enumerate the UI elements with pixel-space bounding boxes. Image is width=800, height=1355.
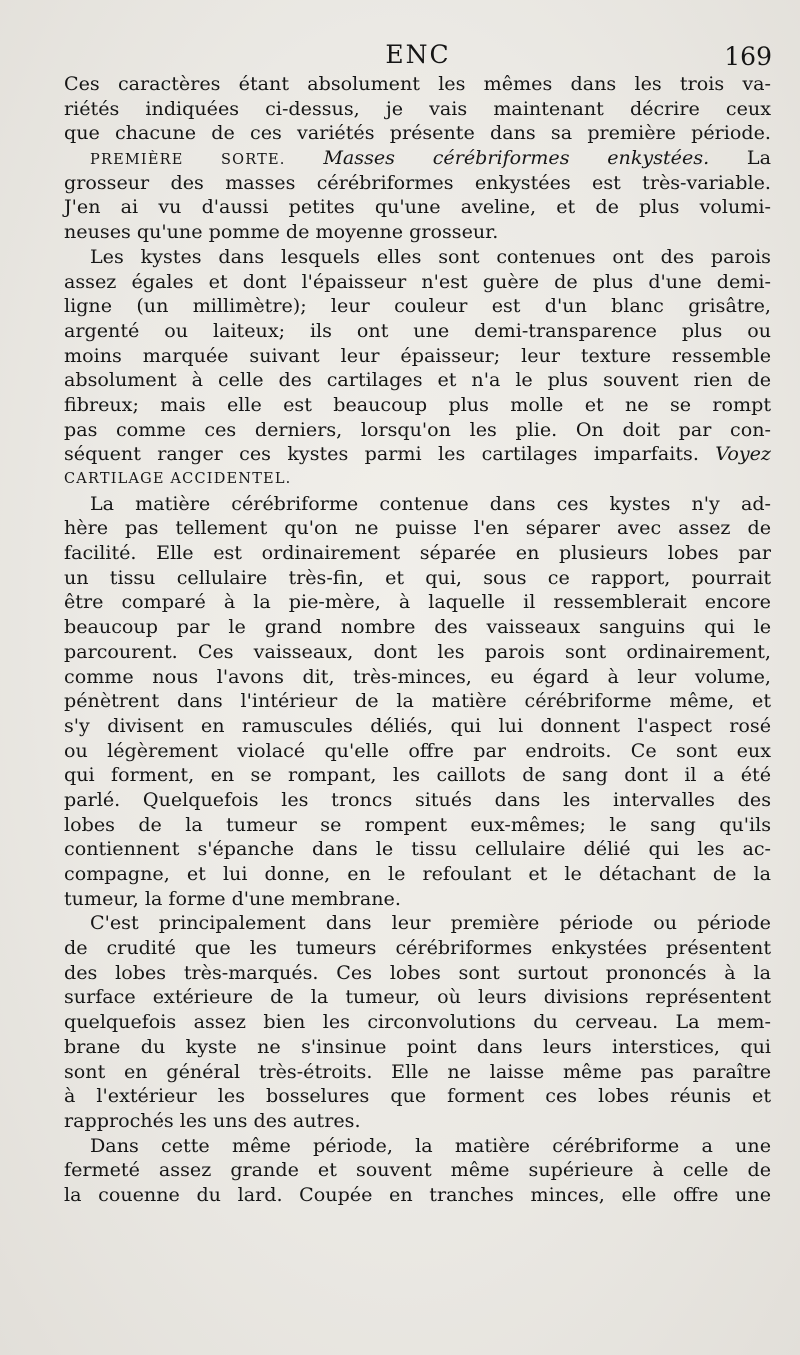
section-label: PREMIÈRE SORTE. xyxy=(90,152,286,169)
text-line: des lobes très-marqués. Ces lobes sont surtout prononcés à la xyxy=(64,960,771,984)
text-line: pas comme ces derniers, lorsqu'on les plie. On doit par con- xyxy=(64,417,771,441)
text-line: brane du kyste ne s'insinue point dans leurs interstices, qui xyxy=(64,1034,771,1058)
text-line: que chacune de ces variétés présente dans sa première période. xyxy=(64,121,771,145)
text-line: compagne, et lui donne, en le refoulant et le détachant de la xyxy=(64,862,771,885)
text-line: C'est principalement dans leur première période ou période xyxy=(90,911,771,935)
text-line: Ces caractères étant absolument les mêmes dans les trois va- xyxy=(64,72,771,95)
text-line: à l'extérieur les bosselures que forment ces lobes réunis et xyxy=(64,1084,771,1108)
text-fragment: séquent ranger ces kystes parmi les cartilages imparfaits. xyxy=(64,442,699,466)
text-line: argenté ou laiteux; ils ont une demi-transparence plus ou xyxy=(64,318,771,342)
page-number: 169 xyxy=(724,42,772,71)
text-line: qui forment, en se rompant, les caillots de sang dont il a été xyxy=(64,763,771,787)
cross-reference: Voyez xyxy=(715,442,771,466)
text-line: riétés indiquées ci-dessus, je vais maintenant décrire ceux xyxy=(64,96,771,120)
text-line: être comparé à la pie-mère, à laquelle il ressemblerait encore xyxy=(64,590,771,614)
text-line: ligne (un millimètre); leur couleur est d'un blanc grisâtre, xyxy=(64,294,771,318)
text-line: facilité. Elle est ordinairement séparée en plusieurs lobes par xyxy=(64,541,771,565)
section-title: Masses cérébriformes enkystées. xyxy=(323,146,710,170)
text-line: Dans cette même période, la matière cérébriforme a une xyxy=(90,1133,771,1157)
text-line: parlé. Quelquefois les troncs situés dans les intervalles des xyxy=(64,787,771,811)
text-line: ou légèrement violacé qu'elle offre par endroits. Ce sont eux xyxy=(64,738,771,762)
text-line: pénètrent dans l'intérieur de la matière cérébriforme même, et xyxy=(64,689,771,713)
text-line: Les kystes dans lesquels elles sont contenues ont des parois xyxy=(90,244,771,268)
text-line: parcourent. Ces vaisseaux, dont les parois sont ordinairement, xyxy=(64,639,771,663)
text-line: fermeté assez grande et souvent même supérieure à celle de xyxy=(64,1158,771,1182)
text-line: lobes de la tumeur se rompent eux-mêmes; le sang qu'ils xyxy=(64,812,771,836)
text-line: tumeur, la forme d'une membrane. xyxy=(64,886,401,910)
text-line: sont en général très-étroits. Elle ne laisse même pas paraître xyxy=(64,1059,771,1083)
text-line: comme nous l'avons dit, très-minces, eu égard à leur volume, xyxy=(64,664,771,688)
text-line: moins marquée suivant leur épaisseur; leur texture ressemble xyxy=(64,343,771,367)
body-text xyxy=(64,72,771,1208)
text-line: surface extérieure de la tumeur, où leurs divisions représentent xyxy=(64,985,771,1009)
text-line: neuses qu'une pomme de moyenne grosseur. xyxy=(64,220,499,244)
text-line: quelquefois assez bien les circonvolutions du cerveau. La mem- xyxy=(64,1010,771,1034)
text-line: la couenne du lard. Coupée en tranches minces, elle offre une xyxy=(64,1182,771,1206)
text-line: La matière cérébriforme contenue dans ces kystes n'y ad- xyxy=(90,491,771,515)
text-line: assez égales et dont l'épaisseur n'est guère de plus d'une demi- xyxy=(64,269,771,293)
section-heading-line xyxy=(64,146,771,171)
text-line: contiennent s'épanche dans le tissu cellulaire délié qui les ac- xyxy=(64,837,771,861)
text-fragment: La xyxy=(746,146,771,170)
text-line: un tissu cellulaire très-fin, et qui, sous ce rapport, pourrait xyxy=(64,565,771,589)
text-line: absolument à celle des cartilages et n'a le plus souvent rien de xyxy=(64,368,771,392)
cross-reference-target: CARTILAGE ACCIDENTEL. xyxy=(64,471,292,487)
text-line: beaucoup par le grand nombre des vaisseaux sanguins qui le xyxy=(64,615,771,639)
page-header xyxy=(64,40,772,76)
running-head: ENC xyxy=(385,40,451,69)
text-line: s'y divisent en ramuscules déliés, qui lui donnent l'aspect rosé xyxy=(64,713,771,737)
text-line xyxy=(64,442,771,467)
text-line: J'en ai vu d'aussi petites qu'une aveline, et de plus volumi- xyxy=(64,195,771,219)
text-line: rapprochés les uns des autres. xyxy=(64,1108,361,1132)
text-line: fibreux; mais elle est beaucoup plus molle et ne se rompt xyxy=(64,392,771,416)
text-line: de crudité que les tumeurs cérébriformes enkystées présentent xyxy=(64,936,771,960)
text-line: hère pas tellement qu'on ne puisse l'en séparer avec assez de xyxy=(64,516,771,540)
text-line: grosseur des masses cérébriformes enkystées est très-variable. xyxy=(64,170,771,194)
